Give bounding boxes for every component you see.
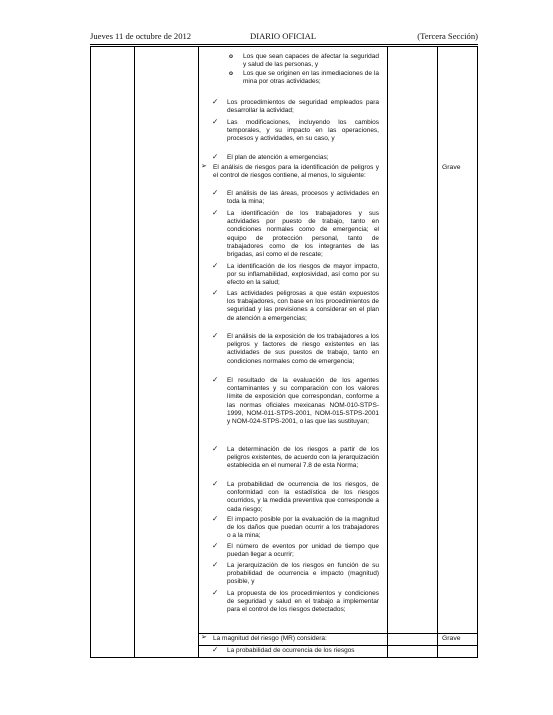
- checkmark-icon: ✓: [212, 541, 219, 550]
- list-item: Las modificaciones, incluyendo los cambios temporales, y su impacto en las operaciones, procesos y actividades, en su caso, y: [227, 119, 379, 143]
- arrowhead-icon: ➢: [201, 634, 207, 641]
- circle-bullet-icon: o: [229, 70, 233, 77]
- checkmark-icon: ✓: [212, 117, 219, 126]
- checkmark-icon: ✓: [212, 97, 219, 106]
- severity-label: Grave: [442, 164, 461, 171]
- checkmark-icon: ✓: [212, 514, 219, 523]
- list-item: El análisis de la exposición de los trabajadores a los peligros y factores de riesgo existentes en las actividades de sus puestos de trabajo, tanto en condiciones normales como de emergencia;: [227, 333, 379, 365]
- page-header: [90, 31, 478, 43]
- list-item: El impacto posible por la evaluación de la magnitud de los daños que puedan ocurrir a los trabajadores o a la mina;: [227, 516, 379, 540]
- requirement-text: El análisis de riesgos para la identificación de peligros y el control de riesgos contiene, al menos, lo siguiente:: [213, 164, 379, 180]
- checkmark-icon: ✓: [212, 375, 219, 384]
- checkmark-icon: ✓: [212, 444, 219, 453]
- severity-label: Grave: [442, 635, 461, 642]
- sub-bullet-text: Los que se originen en las inmediaciones de la mina por otras actividades;: [243, 70, 379, 86]
- list-item: El plan de atención a emergencias;: [227, 154, 329, 161]
- checkmark-icon: ✓: [212, 331, 219, 340]
- list-item: La jerarquización de los riesgos en función de su probabilidad de ocurrencia e impacto (magnitud) posible, y: [227, 562, 379, 586]
- list-item: La identificación de los trabajadores y sus actividades por puesto de trabajo, tanto en condiciones normales como de emergencia; el equipo de protección personal, tanto de trabajadores como de los integrantes de las brigadas, así como el de rescate;: [227, 210, 379, 259]
- list-item: El resultado de la evaluación de los agentes contaminantes y su comparación con los valores límite de exposición que correspondan, conforme a las normas oficiales mexicanas NOM-010-STPS-1999, NOM-011-STPS-2001, NOM-015-STPS-2001 y NOM-024-STPS-2001, o las que las sustituyan;: [227, 377, 379, 426]
- list-item: La determinación de los riesgos a partir de los peligros existentes, de acuerdo con la jerarquización establecida en el numeral 7.8 de esta Norma;: [227, 446, 379, 470]
- arrowhead-icon: ➢: [201, 163, 207, 170]
- list-item: Los procedimientos de seguridad empleados para desarrollar la actividad;: [227, 99, 379, 115]
- checkmark-icon: ✓: [212, 645, 219, 654]
- column-divider: [134, 47, 135, 657]
- checkmark-icon: ✓: [212, 261, 219, 270]
- checkmark-icon: ✓: [212, 588, 219, 597]
- row-divider: [198, 633, 478, 634]
- list-item: La probabilidad de ocurrencia de los riesgos, de conformidad con la estadística de los riesgos ocurridos, y la medida preventiva que corresponde a cada riesgo;: [227, 481, 379, 513]
- row-divider: [198, 645, 478, 646]
- checkmark-icon: ✓: [212, 208, 219, 217]
- checkmark-icon: ✓: [212, 288, 219, 297]
- list-item: La probabilidad de ocurrencia de los riesgos: [227, 647, 355, 654]
- checkmark-icon: ✓: [212, 152, 219, 161]
- header-journal: DIARIO OFICIAL: [250, 31, 317, 41]
- header-rule: [90, 44, 478, 45]
- column-divider: [437, 47, 438, 657]
- column-divider: [387, 47, 388, 657]
- list-item: El análisis de las áreas, procesos y actividades en toda la mina;: [227, 190, 379, 206]
- header-date: Jueves 11 de octubre de 2012: [90, 31, 192, 41]
- column-divider: [198, 47, 199, 657]
- list-item: Las actividades peligrosas a que están expuestos los trabajadores, con base en los procedimientos de seguridad y las previsiones a considerar en el plan de atención a emergencias;: [227, 290, 379, 322]
- requirements-table: [90, 46, 478, 658]
- list-item: La identificación de los riesgos de mayor impacto, por su inflamabilidad, explosividad, así como por su efecto en la salud;: [227, 263, 379, 287]
- checkmark-icon: ✓: [212, 479, 219, 488]
- checkmark-icon: ✓: [212, 560, 219, 569]
- checkmark-icon: ✓: [212, 188, 219, 197]
- requirement-text: La magnitud del riesgo (MR) considera:: [213, 635, 327, 642]
- header-section: (Tercera Sección): [417, 31, 478, 41]
- sub-bullet-text: Los que sean capaces de afectar la seguridad y salud de las personas, y: [243, 53, 379, 69]
- list-item: El número de eventos por unidad de tiempo que puedan llegar a ocurrir;: [227, 543, 379, 559]
- list-item: La propuesta de los procedimientos y condiciones de seguridad y salud en el trabajo a implementar para el control de los riesgos detectados;: [227, 590, 379, 614]
- circle-bullet-icon: o: [229, 53, 233, 60]
